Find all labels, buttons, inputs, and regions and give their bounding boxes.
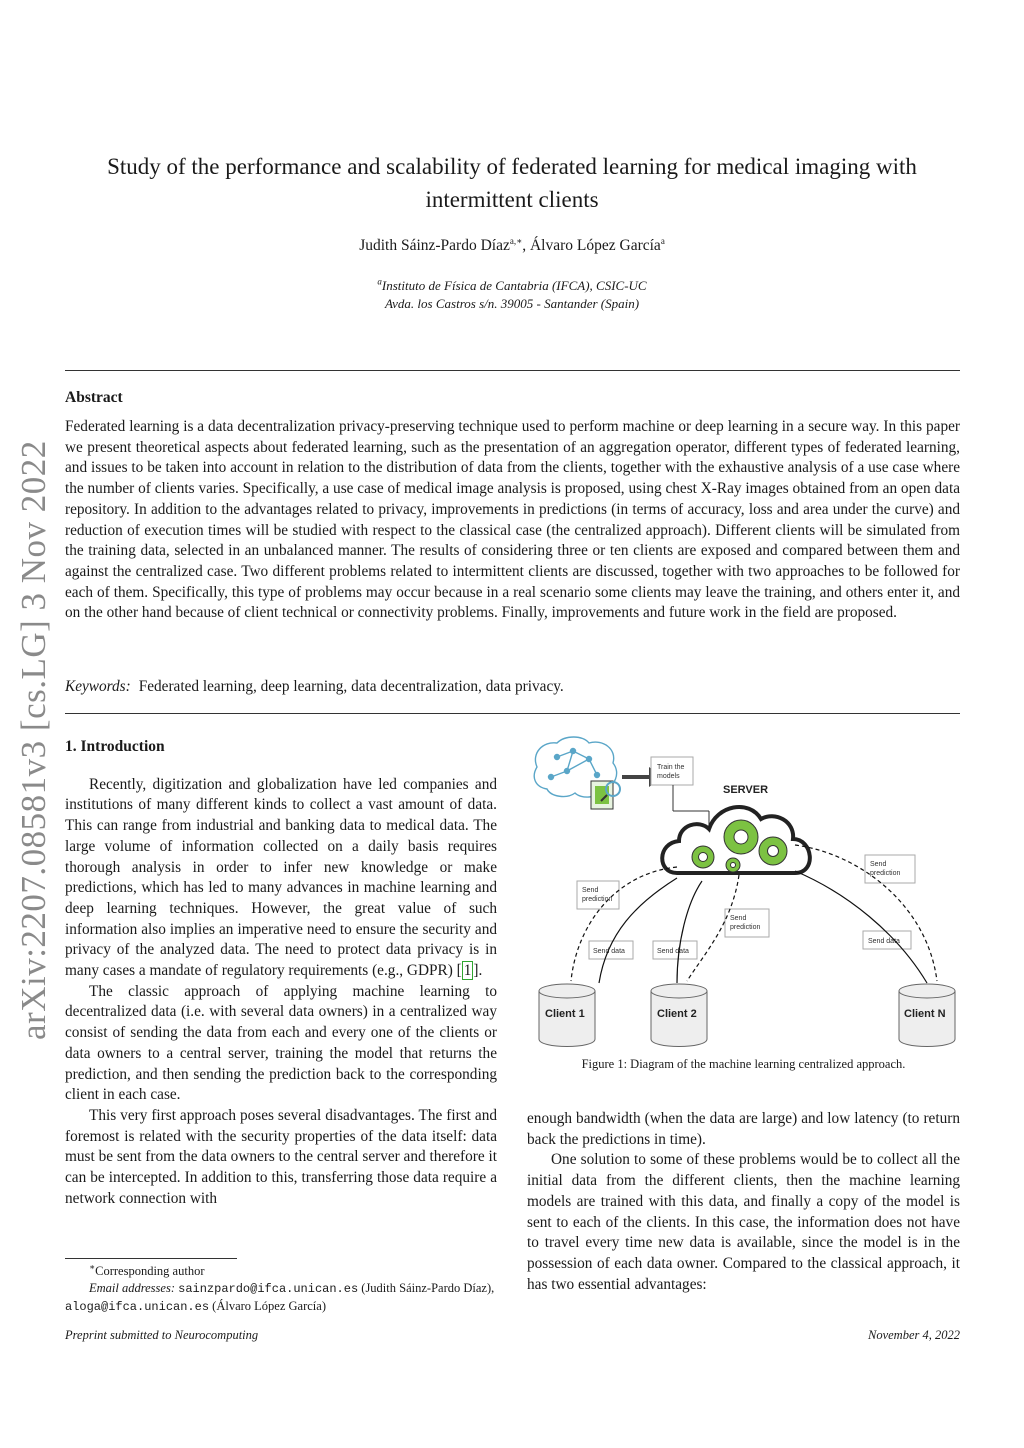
title-line-2: intermittent clients [425,187,599,212]
send-data-2: Send data [657,948,689,955]
intro-right-column [527,1109,960,1295]
intro-paragraph-3-continued: enough bandwidth (when the data are large) and low latency (to return back the predictions in time). [527,1110,960,1148]
abstract-divider [65,713,960,714]
send-prediction-right-2: prediction [870,870,901,877]
author-separator: , [522,237,530,254]
intro-paragraph-4: One solution to some of these problems would be to collect all the initial data from the different clients, then the machine learning models are trained with this data, and finally a copy of the model is sent to each of the clients. In this case, the information does not have to travel every time new data is available, since the model is in the possession of each data owner. Compared to the classical approach, it has two essential advantages: [527,1151,960,1293]
footer-right: November 4, 2022 [868,1328,960,1342]
send-prediction-right-1: Send [870,861,887,868]
abstract-text: Federated learning is a data decentralization privacy-preserving technique used to perform machine or deep learning in a secure way. In this paper we present theoretical aspects about federated learning, such as the presentation of an aggregation operator, different types of federated learning, and issues to be taken into account in relation to the distribution of data from the clients, together with the exhaustive analysis of a use case where the number of clients varies. Specifically, a use case of medical image analysis is proposed, using chest X-Ray images obtained from an open data repository. In addition to the advantages related to privacy, improvements in predictions (in terms of accuracy, loss and area under the curve) and reduction of execution times will be studied with respect to the classical case (the centralized approach). Different clients will be simulated from the training data, selected in an unbalanced manner. The results of considering three or ten clients are exposed and compared between them and against the centralized case. Two different problems related to intermittent clients are discussed, together with two approaches to be followed for each of them. Specifically, this type of problems may occur because in a real scenario some clients may leave the training, and others enter it, and on the other hand because of client technical or connectivity problems. Finally, improvements and future work in the field are proposed. [65,418,960,622]
paper-title [60,150,964,216]
email-2[interactable]: aloga@ifca.unican.es [65,1300,210,1314]
author-2: Álvaro López García [529,237,661,254]
intro-left-column [65,737,497,1209]
affil-line-2: Avda. los Castros s/n. 39005 - Santander (Spain) [384,296,640,311]
intro-paragraph-3: This very first approach poses several disadvantages. The first and foremost is related with the security properties of the data itself: data must be sent from the data owners to the central server and therefore it can be intercepted. In addition to this, transferring those data require a network connection with [65,1106,497,1207]
affil-line-1: Instituto de Física de Cantabria (IFCA), CSIC-UC [381,278,647,293]
centralized-approach-diagram [527,733,960,1053]
keywords [65,678,960,696]
train-label-2: models [657,773,680,780]
send-data-1: Send data [593,948,625,955]
send-prediction-left-1: Send [582,887,599,894]
affiliation [60,277,964,313]
arxiv-stamp: arXiv:2207.08581v3 [cs.LG] 3 Nov 2022 [14,440,53,1040]
title-line-1: Study of the performance and scalability of federated learning for medical imaging with [107,154,917,179]
figure-caption: Figure 1: Diagram of the machine learning centralized approach. [581,1057,906,1071]
email-label: Email addresses: [89,1281,175,1295]
footnote-corresponding: Corresponding author [95,1264,205,1278]
client-2-label: Client 2 [657,1008,697,1020]
author-list [60,237,964,255]
email-1[interactable]: sainzpardo@ifca.unican.es [178,1282,359,1296]
xray-document-icon [591,781,620,809]
client-n-label: Client N [904,1008,946,1020]
keywords-label: Keywords: [65,678,131,695]
author-2-sup: a [660,235,665,246]
footer-left: Preprint submitted to Neurocomputing [65,1328,259,1342]
author-1-sup: a,∗ [509,235,523,246]
intro-heading: 1. Introduction [65,738,165,755]
footnote [65,1263,497,1316]
figure-1-diagram [527,733,960,1063]
citation-link[interactable]: 1 [463,962,472,980]
send-prediction-mid-2: prediction [730,924,761,931]
email-2-name: (Álvaro López García) [212,1299,326,1313]
author-1: Judith Sáinz-Pardo Díaz [359,237,510,254]
server-label: SERVER [723,784,769,796]
top-divider [65,370,960,371]
affil-sup: a [377,276,382,287]
intro-paragraph-1: Recently, digitization and globalization have led companies and institutions of many different kinds to collect a vast amount of data. This can range from industrial and banking data to medical data. The large volume of information collected on a daily basis requires thorough analysis in order to infer new knowledge or make predictions, which has led to many advances in machine learning and deep learning techniques. However, the great value of such information also implies an imperative need to ensure the security and privacy of the analyzed data. The need to protect data privacy is in many cases a mandate of regulatory requirements (e.g., GDPR) [ 1 ]. [65,775,497,980]
footnote-marker: ∗ [89,1261,96,1272]
send-data-n: Send data [868,938,900,945]
send-prediction-mid-1: Send [730,915,747,922]
send-prediction-left-2: prediction [582,896,613,903]
intro-paragraph-2: The classic approach of applying machine learning to decentralized data (i.e. with several data owners) in a centralized way consist of sending the data from each and every one of the clients or data owners to a central server, training the model that returns the prediction, and then sending the prediction back to the corresponding client in each case. [65,982,497,1104]
keywords-list: Federated learning, deep learning, data decentralization, data privacy. [138,678,564,695]
email-1-name: (Judith Sáinz-Pardo Díaz), [361,1281,495,1295]
client-1-label: Client 1 [545,1008,585,1020]
train-label-1: Train the [657,764,685,771]
footnote-rule [65,1258,237,1259]
abstract-heading: Abstract [65,389,123,406]
